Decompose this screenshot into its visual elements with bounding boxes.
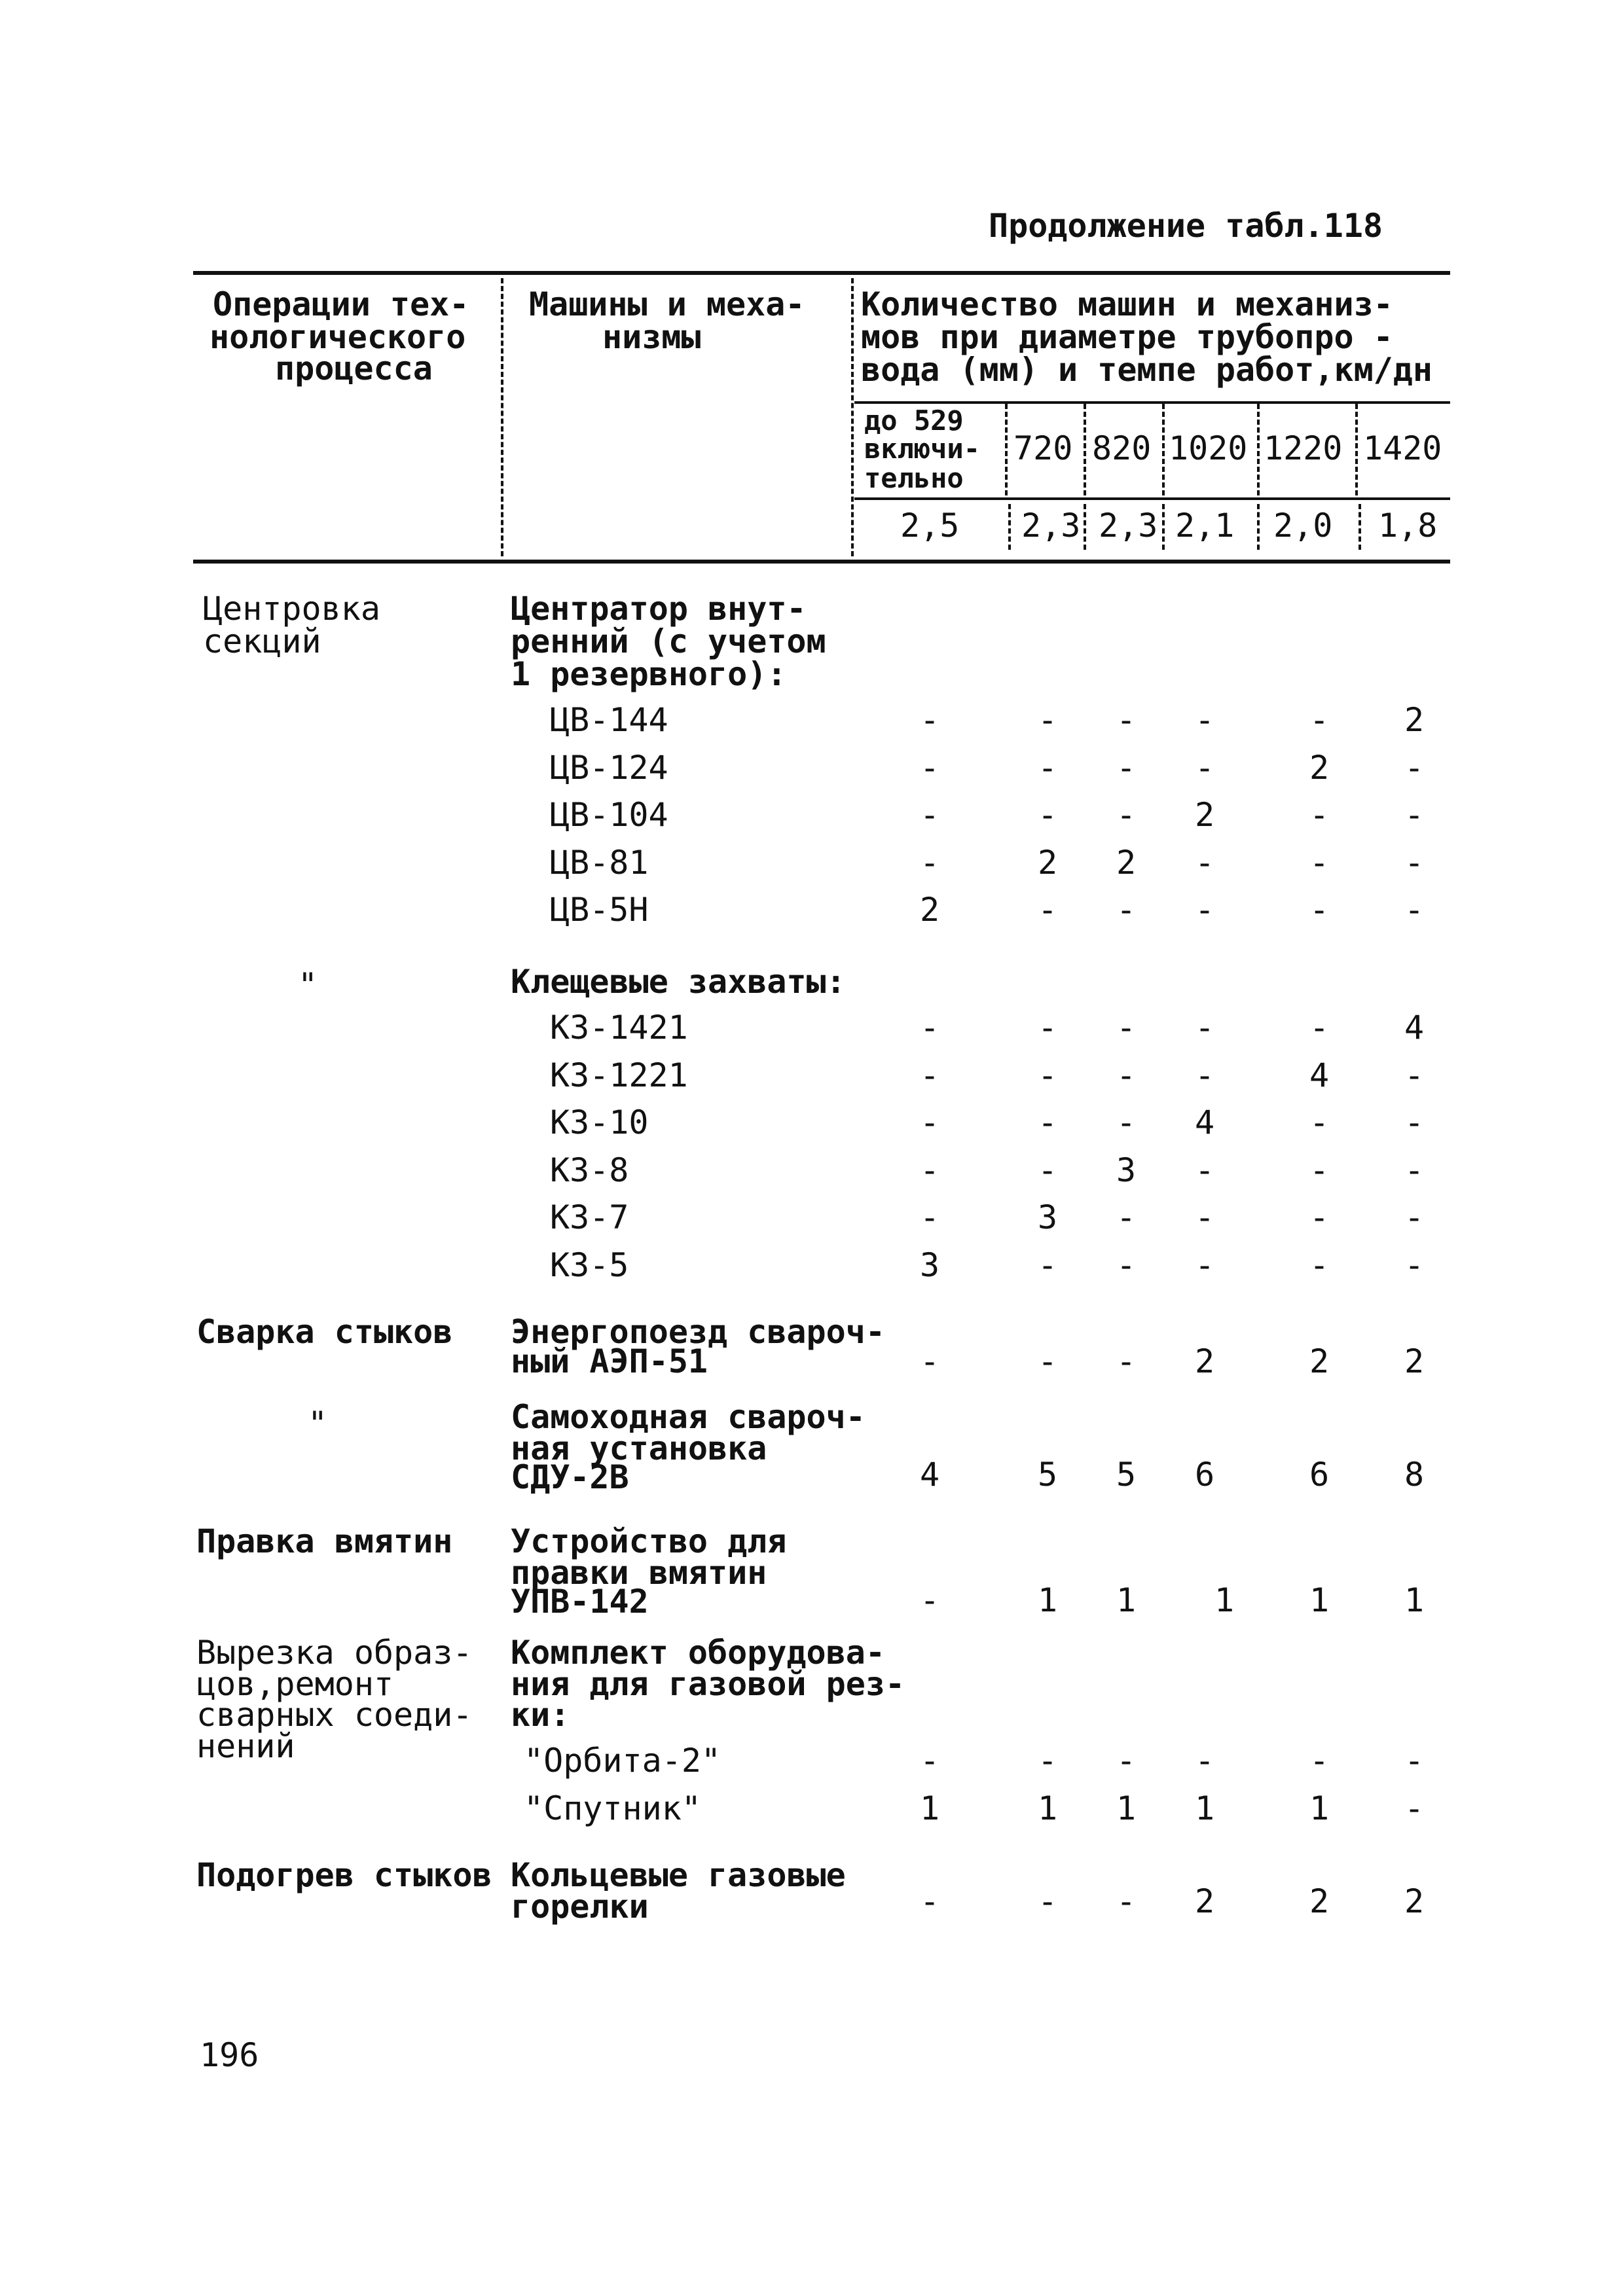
table-caption: Продолжение табл.118 xyxy=(989,207,1383,245)
row-0-op-2: секций xyxy=(203,622,321,660)
row-14-val-2: 5 xyxy=(1037,1456,1058,1494)
rate-separator-5 xyxy=(1359,504,1361,550)
row-15-machine-2: правки вмятин xyxy=(511,1554,767,1592)
row-19-val-1: - xyxy=(919,1882,940,1920)
row-1-val-4: - xyxy=(1194,701,1215,739)
header-quantity-line-3: вода (мм) и темпе работ,км/дн xyxy=(861,351,1432,389)
row-5-val-4: - xyxy=(1194,891,1215,929)
row-9-val-3: - xyxy=(1116,1103,1137,1141)
row-3-val-5: - xyxy=(1309,796,1330,834)
row-5-val-3: - xyxy=(1116,891,1137,929)
row-17-val-3: - xyxy=(1116,1742,1137,1780)
row-11-val-2: 3 xyxy=(1037,1198,1058,1236)
header-operations-line-2: нологического xyxy=(210,318,466,356)
header-operations-line-3: процесса xyxy=(275,350,433,387)
header-rate-2: 2,3 xyxy=(1021,507,1081,545)
row-10-val-6: - xyxy=(1404,1151,1425,1189)
row-12-val-4: - xyxy=(1194,1246,1215,1284)
row-14-val-5: 6 xyxy=(1309,1456,1330,1494)
header-diam-820: 820 xyxy=(1092,429,1152,467)
row-13-val-5: 2 xyxy=(1309,1342,1330,1380)
row-15-val-6: 1 xyxy=(1404,1581,1425,1619)
row-7-machine: КЗ-1421 xyxy=(550,1009,688,1047)
row-11-machine: КЗ-7 xyxy=(550,1198,629,1236)
col-separator-1 xyxy=(501,278,503,556)
header-diam-first-2: включи- xyxy=(864,433,981,465)
subheader-rule-2 xyxy=(854,497,1450,500)
row-15-machine-1: Устройство для xyxy=(511,1522,787,1560)
row-3-machine: ЦВ-104 xyxy=(550,796,668,834)
row-15-val-3: 1 xyxy=(1116,1581,1137,1619)
row-11-val-1: - xyxy=(919,1198,940,1236)
header-diam-first-1: до 529 xyxy=(864,404,964,437)
diam-separator-2 xyxy=(1084,404,1086,495)
row-1-val-1: - xyxy=(919,701,940,739)
row-19-val-2: - xyxy=(1037,1882,1058,1920)
row-1-val-6: 2 xyxy=(1404,701,1425,739)
header-quantity-line-1: Количество машин и механиз- xyxy=(861,285,1393,323)
row-3-val-2: - xyxy=(1037,796,1058,834)
page-number: 196 xyxy=(200,2036,259,2074)
row-14-op: " xyxy=(308,1405,328,1443)
row-18-val-3: 1 xyxy=(1116,1789,1137,1827)
row-15-val-5: 1 xyxy=(1309,1581,1330,1619)
header-diam-1420: 1420 xyxy=(1363,429,1442,467)
header-operations-line-1: Операции тех- xyxy=(213,285,469,323)
row-1-machine: ЦВ-144 xyxy=(550,701,668,739)
row-13-op: Сварка стыков xyxy=(196,1313,453,1351)
row-8-val-4: - xyxy=(1194,1056,1215,1094)
row-10-val-5: - xyxy=(1309,1151,1330,1189)
row-5-val-2: - xyxy=(1037,891,1058,929)
row-13-val-2: - xyxy=(1037,1342,1058,1380)
row-19-val-5: 2 xyxy=(1309,1882,1330,1920)
header-rate-1: 2,5 xyxy=(900,507,960,545)
rate-separator-3 xyxy=(1162,504,1165,550)
row-16-machine-2: ния для газовой рез- xyxy=(511,1665,905,1703)
header-machines-line-1: Машины и меха- xyxy=(529,285,805,323)
diam-separator-3 xyxy=(1162,404,1165,495)
row-4-val-2: 2 xyxy=(1037,844,1058,882)
rate-separator-4 xyxy=(1257,504,1260,550)
row-4-val-5: - xyxy=(1309,844,1330,882)
row-17-val-4: - xyxy=(1194,1742,1215,1780)
row-12-machine: КЗ-5 xyxy=(550,1246,629,1284)
row-19-val-4: 2 xyxy=(1194,1882,1215,1920)
header-bottom-rule xyxy=(193,560,1450,564)
row-9-val-2: - xyxy=(1037,1103,1058,1141)
header-rate-4: 2,1 xyxy=(1175,507,1235,545)
header-diam-first-3: тельно xyxy=(864,462,964,494)
row-6-machine: Клещевые захваты: xyxy=(511,963,846,1001)
row-8-val-5: 4 xyxy=(1309,1056,1330,1094)
row-2-val-2: - xyxy=(1037,749,1058,787)
header-machines-line-2: низмы xyxy=(602,318,701,356)
row-14-machine-3: СДУ-2В xyxy=(511,1458,629,1496)
row-0-machine-1: Центратор внут- xyxy=(511,590,807,628)
row-10-val-3: 3 xyxy=(1116,1151,1137,1189)
row-7-val-1: - xyxy=(919,1009,940,1047)
row-2-machine: ЦВ-124 xyxy=(550,749,668,787)
row-11-val-6: - xyxy=(1404,1198,1425,1236)
row-4-val-4: - xyxy=(1194,844,1215,882)
row-4-machine: ЦВ-81 xyxy=(550,844,649,882)
rate-separator-1 xyxy=(1008,504,1011,550)
row-3-val-1: - xyxy=(919,796,940,834)
row-5-machine: ЦВ-5Н xyxy=(550,891,649,929)
row-13-val-3: - xyxy=(1116,1342,1137,1380)
diam-separator-1 xyxy=(1005,404,1008,495)
row-8-val-3: - xyxy=(1116,1056,1137,1094)
row-12-val-3: - xyxy=(1116,1246,1137,1284)
row-7-val-3: - xyxy=(1116,1009,1137,1047)
row-19-machine-1: Кольцевые газовые xyxy=(511,1856,846,1894)
row-5-val-6: - xyxy=(1404,891,1425,929)
row-7-val-2: - xyxy=(1037,1009,1058,1047)
row-15-op: Правка вмятин xyxy=(196,1522,453,1560)
row-10-val-2: - xyxy=(1037,1151,1058,1189)
row-19-val-3: - xyxy=(1116,1882,1137,1920)
row-16-machine-1: Комплект оборудова- xyxy=(511,1634,885,1672)
row-18-machine: "Спутник" xyxy=(524,1789,701,1827)
row-3-val-4: 2 xyxy=(1194,796,1215,834)
row-13-machine-2: ный АЭП-51 xyxy=(511,1342,708,1380)
row-9-val-5: - xyxy=(1309,1103,1330,1141)
row-4-val-3: 2 xyxy=(1116,844,1137,882)
row-10-val-1: - xyxy=(919,1151,940,1189)
row-17-val-2: - xyxy=(1037,1742,1058,1780)
row-2-val-3: - xyxy=(1116,749,1137,787)
row-0-machine-2: ренний (с учетом xyxy=(511,622,826,660)
row-14-val-6: 8 xyxy=(1404,1456,1425,1494)
row-7-val-6: 4 xyxy=(1404,1009,1425,1047)
row-12-val-5: - xyxy=(1309,1246,1330,1284)
row-12-val-2: - xyxy=(1037,1246,1058,1284)
row-16-op-2: цов,ремонт xyxy=(196,1665,394,1703)
row-18-val-1: 1 xyxy=(919,1789,940,1827)
row-4-val-6: - xyxy=(1404,844,1425,882)
row-16-op-4: нений xyxy=(196,1727,295,1765)
row-5-val-1: 2 xyxy=(919,891,940,929)
row-8-val-6: - xyxy=(1404,1056,1425,1094)
row-13-val-6: 2 xyxy=(1404,1342,1425,1380)
row-1-val-5: - xyxy=(1309,701,1330,739)
header-quantity-line-2: мов при диаметре трубопро - xyxy=(861,318,1393,356)
row-3-val-6: - xyxy=(1404,796,1425,834)
row-15-val-1: - xyxy=(919,1581,940,1619)
diam-separator-5 xyxy=(1355,404,1358,495)
row-8-val-1: - xyxy=(919,1056,940,1094)
row-9-val-1: - xyxy=(919,1103,940,1141)
row-19-machine-2: горелки xyxy=(511,1888,649,1926)
row-10-machine: КЗ-8 xyxy=(550,1151,629,1189)
row-0-op-1: Центровка xyxy=(203,590,380,628)
row-7-val-4: - xyxy=(1194,1009,1215,1047)
row-19-val-6: 2 xyxy=(1404,1882,1425,1920)
row-13-val-4: 2 xyxy=(1194,1342,1215,1380)
subheader-rule-1 xyxy=(854,401,1450,404)
row-12-val-6: - xyxy=(1404,1246,1425,1284)
row-5-val-5: - xyxy=(1309,891,1330,929)
row-18-val-6: - xyxy=(1404,1789,1425,1827)
row-13-val-1: - xyxy=(919,1342,940,1380)
row-9-machine: КЗ-10 xyxy=(550,1103,649,1141)
row-17-val-5: - xyxy=(1309,1742,1330,1780)
row-18-val-4: 1 xyxy=(1194,1789,1215,1827)
row-16-op-1: Вырезка образ- xyxy=(196,1634,473,1672)
row-17-machine: "Орбита-2" xyxy=(524,1742,721,1780)
row-3-val-3: - xyxy=(1116,796,1137,834)
row-2-val-5: 2 xyxy=(1309,749,1330,787)
row-10-val-4: - xyxy=(1194,1151,1215,1189)
row-8-machine: КЗ-1221 xyxy=(550,1056,688,1094)
header-rate-6: 1,8 xyxy=(1378,507,1438,545)
row-14-machine-2: ная установка xyxy=(511,1429,767,1467)
row-17-val-6: - xyxy=(1404,1742,1425,1780)
row-0-machine-3: 1 резервного): xyxy=(511,655,787,693)
row-11-val-5: - xyxy=(1309,1198,1330,1236)
row-9-val-4: 4 xyxy=(1194,1103,1215,1141)
row-14-val-4: 6 xyxy=(1194,1456,1215,1494)
header-diam-1220: 1220 xyxy=(1264,429,1343,467)
row-14-val-3: 5 xyxy=(1116,1456,1137,1494)
header-rate-5: 2,0 xyxy=(1273,507,1333,545)
row-18-val-2: 1 xyxy=(1037,1789,1058,1827)
col-separator-2 xyxy=(851,278,854,556)
row-9-val-6: - xyxy=(1404,1103,1425,1141)
rate-separator-2 xyxy=(1084,504,1086,550)
row-6-op: " xyxy=(298,966,318,1004)
row-1-val-3: - xyxy=(1116,701,1137,739)
row-16-op-3: сварных соеди- xyxy=(196,1696,473,1734)
row-17-val-1: - xyxy=(919,1742,940,1780)
row-4-val-1: - xyxy=(919,844,940,882)
row-2-val-4: - xyxy=(1194,749,1215,787)
row-11-val-4: - xyxy=(1194,1198,1215,1236)
row-8-val-2: - xyxy=(1037,1056,1058,1094)
row-19-op: Подогрев стыков xyxy=(196,1856,492,1894)
row-14-val-1: 4 xyxy=(919,1456,940,1494)
row-15-val-2: 1 xyxy=(1037,1581,1058,1619)
row-1-val-2: - xyxy=(1037,701,1058,739)
row-14-machine-1: Самоходная свароч- xyxy=(511,1398,866,1436)
row-18-val-5: 1 xyxy=(1309,1789,1330,1827)
header-diam-1020: 1020 xyxy=(1169,429,1248,467)
row-2-val-1: - xyxy=(919,749,940,787)
row-15-machine-3: УПВ-142 xyxy=(511,1583,649,1621)
top-rule xyxy=(193,271,1450,275)
header-diam-720: 720 xyxy=(1013,429,1073,467)
row-13-machine-1: Энергопоезд свароч- xyxy=(511,1313,885,1351)
diam-separator-4 xyxy=(1257,404,1260,495)
row-16-machine-3: ки: xyxy=(511,1696,570,1734)
row-12-val-1: 3 xyxy=(919,1246,940,1284)
header-rate-3: 2,3 xyxy=(1099,507,1158,545)
row-15-val-4: 1 xyxy=(1214,1581,1235,1619)
row-7-val-5: - xyxy=(1309,1009,1330,1047)
row-11-val-3: - xyxy=(1116,1198,1137,1236)
row-2-val-6: - xyxy=(1404,749,1425,787)
